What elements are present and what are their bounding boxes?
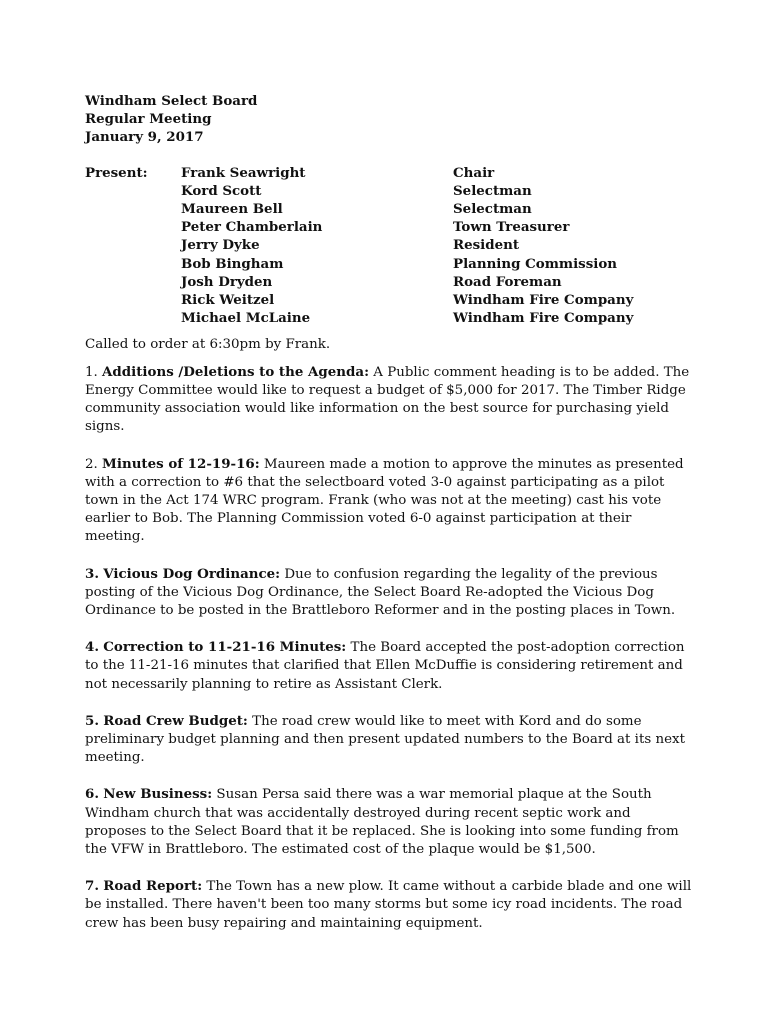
attendee-role: Chair xyxy=(453,164,495,181)
attendee-role: Selectman xyxy=(453,201,532,217)
attendee-role: Town Treasurer xyxy=(453,219,570,236)
item-number: 2. xyxy=(85,456,98,472)
attendee-name: Maureen Bell xyxy=(181,201,283,217)
item-heading: New Business: xyxy=(103,786,213,803)
item-number: 4. xyxy=(85,639,99,656)
item-heading: Additions /Deletions to the Agenda: xyxy=(102,363,370,380)
item-heading: Vicious Dog Ordinance: xyxy=(103,565,281,582)
attendee-name: Peter Chamberlain xyxy=(181,219,323,236)
agenda-item xyxy=(85,712,695,768)
attendee-name: Josh Dryden xyxy=(181,273,273,290)
item-number: 1. xyxy=(85,364,98,380)
meeting-date: January 9, 2017 xyxy=(85,129,204,146)
item-heading: Road Report: xyxy=(103,878,203,895)
document-header xyxy=(85,92,695,147)
attendee-role: Selectman xyxy=(453,182,532,199)
attendee-name: Michael McLaine xyxy=(181,310,311,327)
item-body: The Board accepted the post-adoption correction to the 11-21-16 minutes that clarified that Ellen McDuffie is considering retirement and not necessarily planning to retire as Assistant Clerk. xyxy=(85,640,685,692)
item-number: 7. xyxy=(85,878,99,895)
attendee-row xyxy=(85,164,695,182)
item-body: Due to confusion regarding the legality of the previous posting of the Vicious Dog Ordinance, the Select Board Re-adopted the Vicious Dog Ordinance to be posted in the Brattleboro Reformer and in the posting places in Town. xyxy=(85,566,676,619)
item-heading: Correction to 11-21-16 Minutes: xyxy=(103,639,347,656)
item-body: Susan Persa said there was a war memorial plaque at the South Windham church that was accidentally destroyed during recent septic work and proposes to the Select Board that it be replaced. She is looking into some funding from the VFW in Brattleboro. The estimated cost of the plaque would be $1,500. xyxy=(85,787,679,858)
attendee-role: Windham Fire Company xyxy=(453,310,634,327)
attendee-name: Frank Seawright xyxy=(181,164,306,181)
item-number: 6. xyxy=(85,786,99,803)
agenda-item xyxy=(85,363,695,437)
attendee-row xyxy=(85,218,695,236)
meeting-type: Regular Meeting xyxy=(85,111,212,128)
minutes-document xyxy=(85,92,695,933)
item-heading: Minutes of 12-19-16: xyxy=(102,455,260,472)
attendance-list xyxy=(85,164,695,328)
attendee-role: Road Foreman xyxy=(453,273,562,290)
called-to-order: Called to order at 6:30pm by Frank. xyxy=(85,336,331,352)
item-number: 5. xyxy=(85,712,99,729)
attendee-name: Jerry Dyke xyxy=(181,237,260,254)
item-heading: Road Crew Budget: xyxy=(103,712,248,729)
attendee-row xyxy=(85,273,695,291)
item-number: 3. xyxy=(85,565,99,582)
agenda-item xyxy=(85,638,695,694)
attendee-row xyxy=(85,236,695,254)
attendee-row xyxy=(85,200,695,218)
attendee-name: Rick Weitzel xyxy=(181,292,275,308)
attendee-row xyxy=(85,309,695,327)
attendee-role: Resident xyxy=(453,237,520,254)
present-label: Present: xyxy=(85,164,148,181)
agenda-item xyxy=(85,565,695,621)
attendee-role: Planning Commission xyxy=(453,255,617,272)
item-body: The road crew would like to meet with Kord and do some preliminary budget planning and then present updated numbers to the Board at its next meeting. xyxy=(85,713,685,766)
attendee-row xyxy=(85,291,695,309)
attendee-role: Windham Fire Company xyxy=(453,292,634,308)
item-body: Maureen made a motion to approve the minutes as presented with a correction to #6 that the selectboard voted 3-0 against participating as a pilot town in the Act 174 WRC program. Frank (who was not at the meeting) cast his vote earlier to Bob. The Planning Commission voted 6-0 against participation at their meeting. xyxy=(85,456,684,545)
item-body: The Town has a new plow. It came without a carbide blade and one will be installed. There haven't been too many storms but some icy road incidents. The road crew has been busy repairing and maintaining equipment. xyxy=(85,879,692,931)
board-name: Windham Select Board xyxy=(85,93,258,109)
item-body: A Public comment heading is to be added. The Energy Committee would like to request a budget of $5,000 for 2017. The Timber Ridge community association would like information on the best source for purchasing yield signs. xyxy=(85,364,690,435)
attendee-row xyxy=(85,182,695,200)
attendee-name: Bob Bingham xyxy=(181,255,284,272)
attendee-name: Kord Scott xyxy=(181,182,262,199)
agenda-item xyxy=(85,785,695,859)
agenda-item xyxy=(85,877,695,933)
attendee-row xyxy=(85,255,695,273)
agenda-item xyxy=(85,455,695,547)
